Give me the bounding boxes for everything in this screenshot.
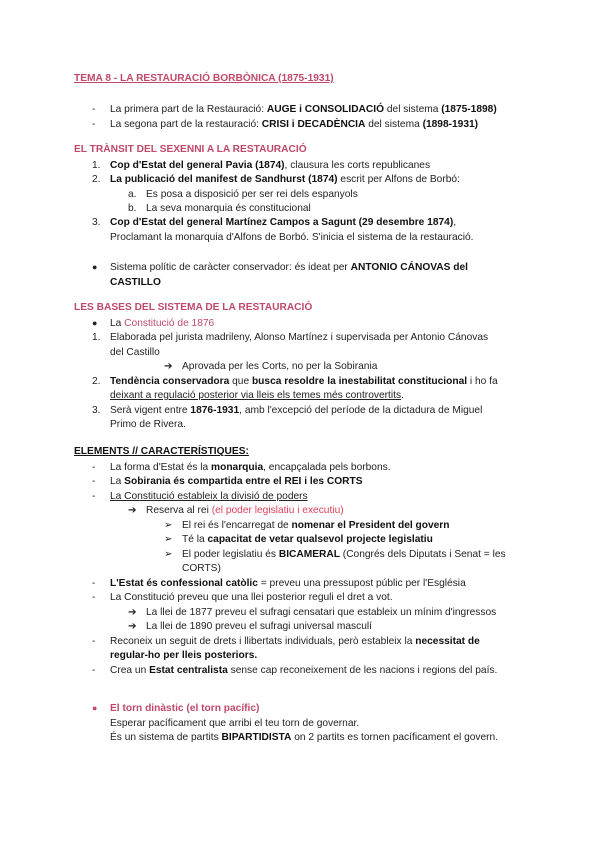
triangle-item: El rei és l'encarregat de nomenar el President del govern <box>182 520 450 531</box>
dash-marker: - <box>92 636 96 647</box>
list-item-continuation: deixant a regulació posterior via lleis els temes més controvertits. <box>110 390 404 401</box>
list-item-continuation: Primo de Rivera. <box>110 419 186 430</box>
triangle-icon: ➢ <box>164 534 173 545</box>
list-number: 1. <box>92 160 101 171</box>
dash-marker: - <box>92 462 96 473</box>
dash-marker: - <box>92 665 96 676</box>
sub-marker: a. <box>128 189 137 200</box>
section-heading-elements: ELEMENTS // CARACTERÍSTIQUES: <box>74 446 249 457</box>
bullet-item-continuation: CASTILLO <box>110 277 161 288</box>
paragraph-line: Esperar pacíficament que arribi el teu torn de governar. <box>110 718 360 729</box>
list-number: 3. <box>92 217 101 228</box>
list-item-continuation: regular-ho per lleis posteriors. <box>110 650 258 661</box>
bullet-marker: ● <box>92 262 98 272</box>
sub-item: Es posa a disposició per ser rei dels espanyols <box>146 189 358 200</box>
list-item: La Constitució estableix la divisió de poders <box>110 491 308 502</box>
triangle-item-continuation: CORTS) <box>182 563 221 574</box>
bullet-item: Sistema polític de caràcter conservador: és ideat per ANTONIO CÁNOVAS del <box>110 262 469 273</box>
sub-marker: b. <box>128 203 137 214</box>
bullet-marker: ● <box>92 318 98 328</box>
triangle-icon: ➢ <box>164 549 173 560</box>
triangle-item: Té la capacitat de vetar qualsevol projecte legislatiu <box>182 534 433 545</box>
document-title: TEMA 8 - LA RESTAURACIÓ BORBÒNICA (1875-1931) <box>74 73 334 84</box>
dash-marker: - <box>92 578 96 589</box>
list-number: 2. <box>92 376 101 387</box>
section-heading-transit: EL TRÀNSIT DEL SEXENNI A LA RESTAURACIÓ <box>74 144 307 155</box>
sub-item: La seva monarquia és constitucional <box>146 203 311 214</box>
intro-line-2: La segona part de la restauració: CRISI i DECADÈNCIA del sistema (1898-1931) <box>110 119 479 130</box>
list-item: Crea un Estat centralista sense cap reconeixement de les nacions i regions del país. <box>110 665 498 676</box>
list-number: 3. <box>92 405 101 416</box>
dash-marker: - <box>92 592 96 603</box>
list-item-continuation: del Castillo <box>110 347 160 358</box>
intro-line-1: La primera part de la Restauració: AUGE i CONSOLIDACIÓ del sistema (1875-1898) <box>110 104 497 115</box>
dash-marker: - <box>92 119 96 130</box>
paragraph-line: És un sistema de partits BIPARTIDISTA on 2 partits es tornen pacíficament el govern. <box>110 732 499 743</box>
dash-marker: - <box>92 104 96 115</box>
arrow-item: La llei de 1877 preveu el sufragi censatari que estableix un mínim d'ingressos <box>146 607 497 618</box>
arrow-icon: ➔ <box>164 361 173 372</box>
dash-marker: - <box>92 476 96 487</box>
bullet-item: La Constitució de 1876 <box>110 318 215 329</box>
list-item: La Sobirania és compartida entre el REI i les CORTS <box>110 476 363 487</box>
list-item: Tendència conservadora que busca resoldre la inestabilitat constitucional i ho fa <box>110 376 498 387</box>
section-heading-bases: LES BASES DEL SISTEMA DE LA RESTAURACIÓ <box>74 302 313 313</box>
dash-marker: - <box>92 491 96 502</box>
arrow-item: Reserva al rei (el poder legislatiu i executiu) <box>146 505 344 516</box>
list-item: L'Estat és confessional catòlic = preveu una pressupost públic per l'Església <box>110 578 466 589</box>
list-item: La Constitució preveu que una llei posterior reguli el dret a vot. <box>110 592 393 603</box>
arrow-item: La llei de 1890 preveu el sufragi universal masculí <box>146 621 372 632</box>
list-item: Cop d'Estat del general Martínez Campos a Sagunt (29 desembre 1874), <box>110 217 457 228</box>
bullet-marker: ● <box>92 703 98 713</box>
list-item: Elaborada pel jurista madrileny, Alonso Martínez i supervisada per Antonio Cánovas <box>110 332 489 343</box>
arrow-icon: ➔ <box>128 621 137 632</box>
list-item: La forma d'Estat és la monarquia, encapçalada pels borbons. <box>110 462 391 473</box>
triangle-icon: ➢ <box>164 520 173 531</box>
list-item: Reconeix un seguit de drets i llibertats individuals, però estableix la necessitat de <box>110 636 480 647</box>
arrow-icon: ➔ <box>128 607 137 618</box>
arrow-icon: ➔ <box>128 505 137 516</box>
list-item: La publicació del manifest de Sandhurst (1874) escrit per Alfons de Borbó: <box>110 174 460 185</box>
list-item-continuation: Proclamant la monarquia d'Alfons de Borbó. S'inicia el sistema de la restauració. <box>110 232 474 243</box>
section-heading-torn: El torn dinàstic (el torn pacífic) <box>110 703 260 714</box>
triangle-item: El poder legislatiu és BICAMERAL (Congrés dels Diputats i Senat = les <box>182 549 506 560</box>
list-number: 1. <box>92 332 101 343</box>
list-number: 2. <box>92 174 101 185</box>
list-item: Cop d'Estat del general Pavia (1874), clausura les corts republicanes <box>110 160 431 171</box>
list-item: Serà vigent entre 1876-1931, amb l'excepció del període de la dictadura de Miguel <box>110 405 483 416</box>
arrow-item: Aprovada per les Corts, no per la Sobirania <box>182 361 378 372</box>
